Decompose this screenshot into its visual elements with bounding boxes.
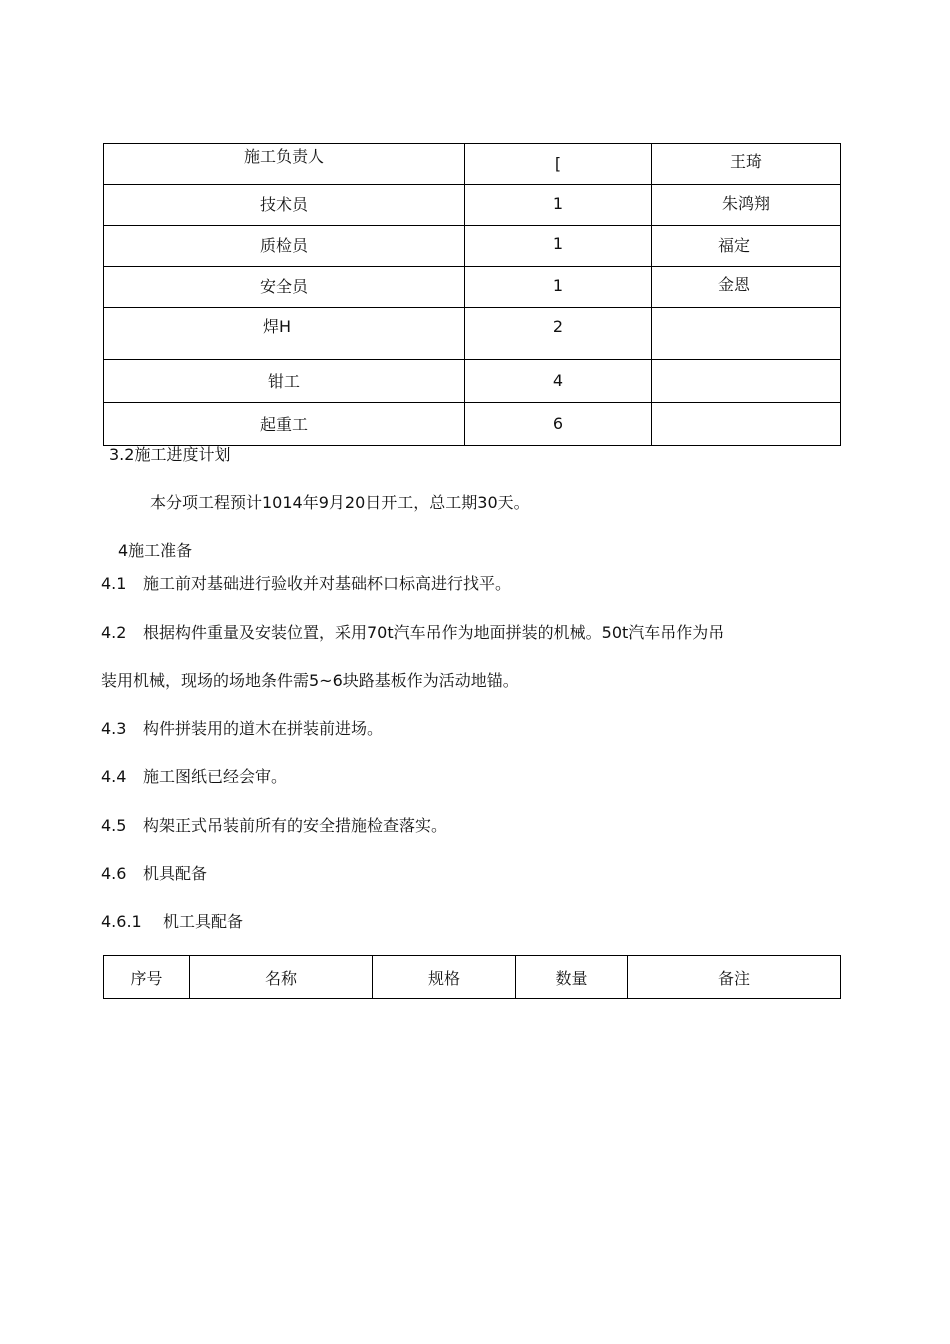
role-cell: 焊H [104, 308, 465, 360]
table-row [104, 267, 841, 308]
table-row [104, 185, 841, 226]
header-cell: 名称 [190, 956, 373, 999]
item-number: 4.5 [101, 816, 127, 835]
role-cell: 钳工 [104, 360, 465, 403]
table-row [104, 226, 841, 267]
count-cell: 1 [465, 226, 652, 267]
staff-table [103, 143, 841, 446]
item-text: 机具配备 [143, 864, 208, 883]
item-number: 4.1 [101, 574, 127, 593]
item-number: 4.2 [101, 623, 127, 642]
role-cell: 施工负责人 [104, 144, 465, 185]
item-text: 根据构件重量及安装位置，采用70t汽车吊作为地面拼装的机械。50t汽车吊作为吊 [143, 623, 725, 642]
table-header-row [104, 956, 841, 999]
table-row [104, 360, 841, 403]
name-cell: 王琦 [652, 144, 841, 185]
item-text: 机工具配备 [163, 912, 244, 931]
item-text: 施工前对基础进行验收并对基础杯口标高进行找平。 [143, 574, 512, 593]
list-item [101, 574, 511, 594]
role-cell: 技术员 [104, 185, 465, 226]
schedule-paragraph: 本分项工程预计1014年9月20日开工，总工期30天。 [150, 493, 530, 512]
section-heading-3-2: 3.2施工进度计划 [109, 445, 231, 464]
item-text: 构件拼装用的道木在拼装前进场。 [143, 719, 384, 738]
list-item [101, 623, 724, 643]
header-cell: 序号 [104, 956, 190, 999]
count-cell: 1 [465, 185, 652, 226]
table-row [104, 403, 841, 446]
name-cell: 金恩 [652, 267, 841, 308]
header-cell: 备注 [628, 956, 841, 999]
count-cell: 6 [465, 403, 652, 446]
list-item [101, 719, 383, 739]
name-cell [652, 360, 841, 403]
item-number: 4.3 [101, 719, 127, 738]
header-cell: 规格 [373, 956, 516, 999]
item-number: 4.6 [101, 864, 127, 883]
section-heading-4: 4施工准备 [118, 541, 193, 560]
item-number: 4.4 [101, 767, 127, 786]
table-row [104, 144, 841, 185]
item-text: 施工图纸已经会审。 [143, 767, 288, 786]
sub-item [101, 912, 243, 932]
count-cell: 1 [465, 267, 652, 308]
list-item-continuation [101, 671, 519, 691]
name-cell: 福定 [652, 226, 841, 267]
count-cell: 2 [465, 308, 652, 360]
item-number: 4.6.1 [101, 912, 142, 931]
role-cell: 质检员 [104, 226, 465, 267]
list-item [101, 767, 287, 787]
list-item [101, 864, 207, 884]
count-cell: 4 [465, 360, 652, 403]
tool-table [103, 955, 841, 999]
role-cell: 安全员 [104, 267, 465, 308]
item-text: 构架正式吊装前所有的安全措施检查落实。 [143, 816, 448, 835]
name-cell: 朱鸿翔 [652, 185, 841, 226]
list-item [101, 816, 447, 836]
header-cell: 数量 [516, 956, 628, 999]
name-cell [652, 308, 841, 360]
count-cell: [ [465, 144, 652, 185]
name-cell [652, 403, 841, 446]
item-text: 装用机械，现场的场地条件需5~6块路基板作为活动地锚。 [101, 671, 519, 690]
table-row [104, 308, 841, 360]
role-cell: 起重工 [104, 403, 465, 446]
